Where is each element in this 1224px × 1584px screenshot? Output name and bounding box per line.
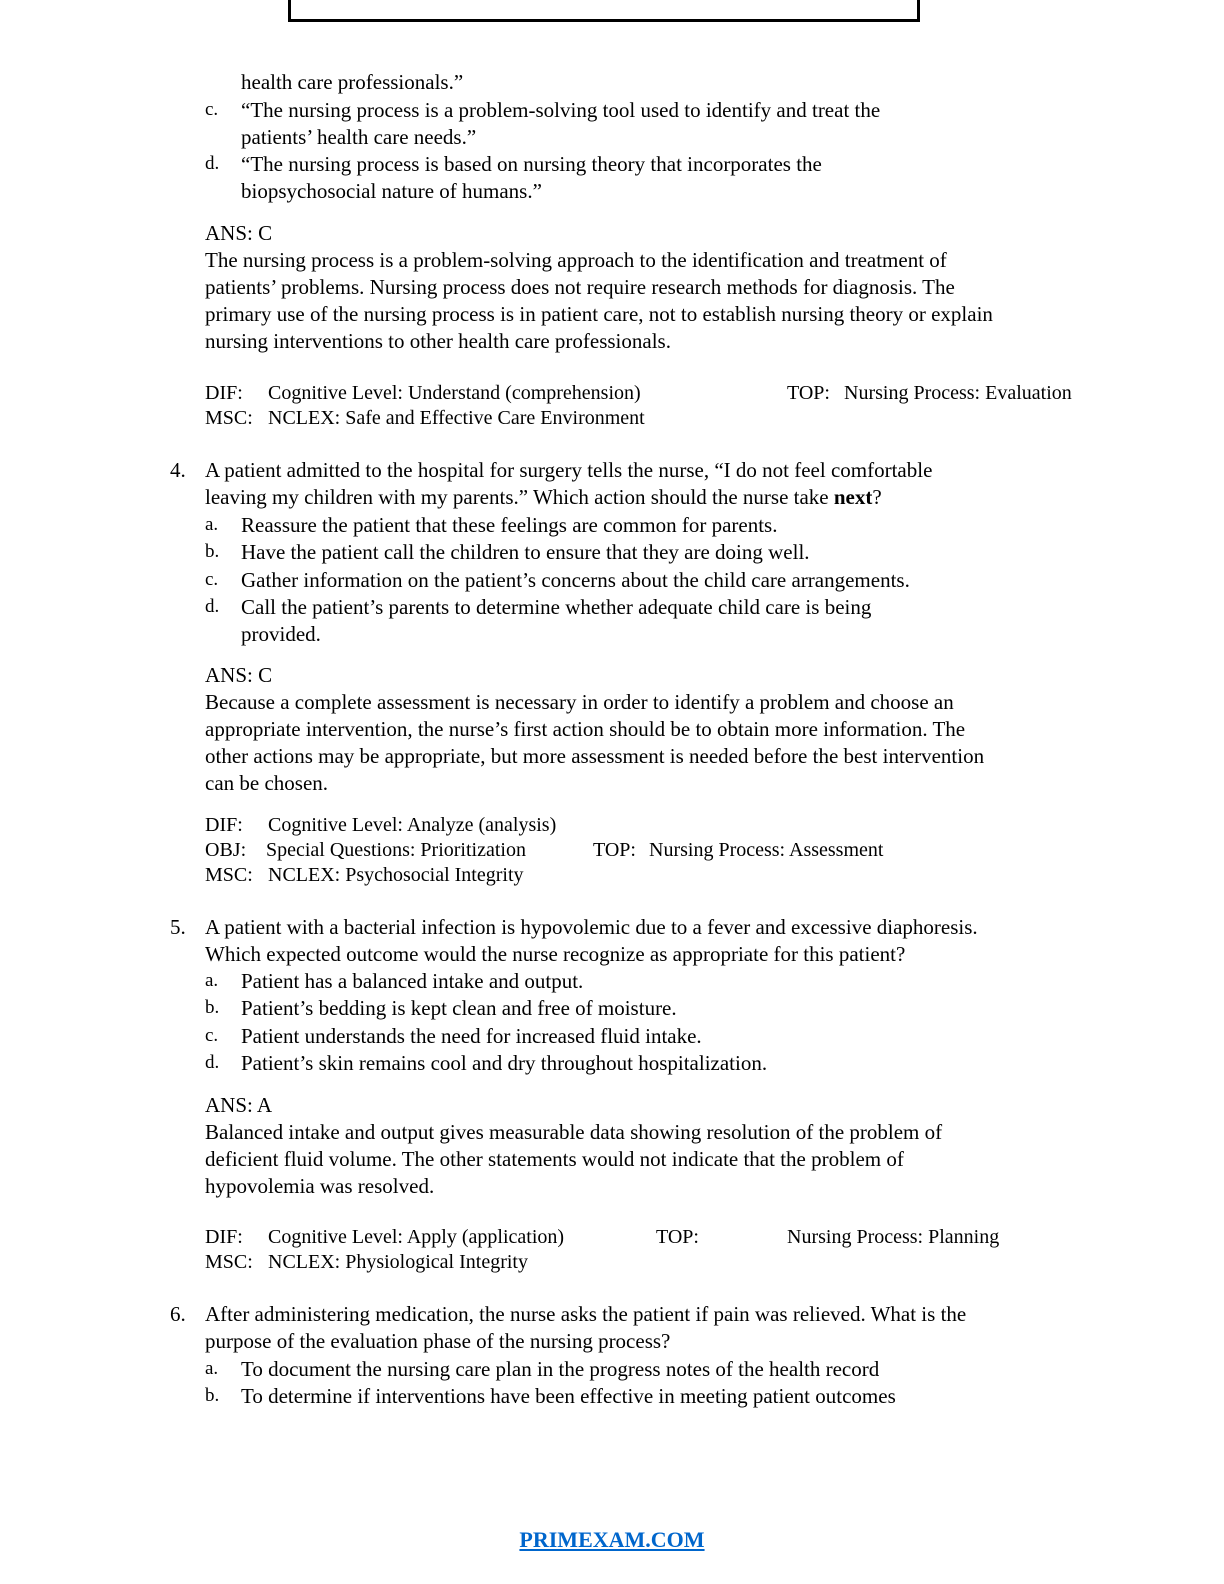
option-a-text: Patient has a balanced intake and output. <box>241 969 584 993</box>
option-a-label: a. <box>205 970 219 991</box>
question-stem-cont <box>205 484 882 510</box>
question-number: 6. <box>170 1302 186 1326</box>
question-stem-cont: purpose of the evaluation phase of the nursing process? <box>205 1329 671 1353</box>
msc-label: MSC: <box>205 407 253 429</box>
question-number: 5. <box>170 915 186 939</box>
top-label: TOP: <box>593 839 636 861</box>
option-b-text: Have the patient call the children to ensure that they are doing well. <box>241 540 810 564</box>
option-b-label: b. <box>205 541 220 562</box>
answer-key: ANS: C <box>205 221 273 245</box>
obj-value: Special Questions: Prioritization <box>266 839 526 861</box>
rationale-line: The nursing process is a problem-solving approach to the identification and treatment of <box>205 248 947 272</box>
rationale-line: nursing interventions to other health care professionals. <box>205 329 671 353</box>
option-d-text: Patient’s skin remains cool and dry throughout hospitalization. <box>241 1051 768 1075</box>
option-c-label: c. <box>205 569 219 590</box>
option-d-text: “The nursing process is based on nursing theory that incorporates the <box>241 152 822 176</box>
option-c-text: Gather information on the patient’s concerns about the child care arrangements. <box>241 568 910 592</box>
option-b-text: To determine if interventions have been effective in meeting patient outcomes <box>241 1384 896 1408</box>
option-d-label: d. <box>205 596 220 617</box>
option-d-text-cont: biopsychosocial nature of humans.” <box>241 179 542 203</box>
msc-value: NCLEX: Safe and Effective Care Environment <box>268 407 645 429</box>
obj-label: OBJ: <box>205 839 247 861</box>
answer-key: ANS: A <box>205 1093 273 1117</box>
dif-label: DIF: <box>205 1226 243 1248</box>
stem-text: leaving my children with my parents.” Which action should the nurse take <box>205 485 834 509</box>
stem-text-end: ? <box>872 485 882 509</box>
rationale-line: other actions may be appropriate, but more assessment is needed before the best intervention <box>205 744 985 768</box>
option-d-text-cont: provided. <box>241 622 321 646</box>
top-label: TOP: <box>787 382 830 404</box>
rationale-line: hypovolemia was resolved. <box>205 1174 435 1198</box>
option-a-text: Reassure the patient that these feelings are common for parents. <box>241 513 778 537</box>
option-d-label: d. <box>205 153 220 174</box>
option-a-text: To document the nursing care plan in the progress notes of the health record <box>241 1357 880 1381</box>
rationale-line: deficient fluid volume. The other statements would not indicate that the problem of <box>205 1147 904 1171</box>
option-b-label: b. <box>205 997 220 1018</box>
rationale-line: primary use of the nursing process is in patient care, not to establish nursing theory or explain <box>205 302 993 326</box>
option-a-label: a. <box>205 1358 219 1379</box>
rationale-line: Balanced intake and output gives measurable data showing resolution of the problem of <box>205 1120 943 1144</box>
option-a-label: a. <box>205 514 219 535</box>
option-b-text: Patient’s bedding is kept clean and free of moisture. <box>241 996 677 1020</box>
header-box <box>288 0 920 22</box>
option-c-text: “The nursing process is a problem-solving tool used to identify and treat the <box>241 98 881 122</box>
option-b-continuation: health care professionals.” <box>241 70 464 94</box>
question-stem: After administering medication, the nurse asks the patient if pain was relieved. What is the <box>205 1302 967 1326</box>
dif-label: DIF: <box>205 382 243 404</box>
rationale-line: can be chosen. <box>205 771 329 795</box>
question-stem-cont: Which expected outcome would the nurse recognize as appropriate for this patient? <box>205 942 906 966</box>
rationale-line: Because a complete assessment is necessary in order to identify a problem and choose an <box>205 690 954 714</box>
stem-emphasis: next <box>833 485 873 509</box>
rationale-line: appropriate intervention, the nurse’s first action should be to obtain more information. The <box>205 717 966 741</box>
question-stem: A patient with a bacterial infection is hypovolemic due to a fever and excessive diaphoresis. <box>205 915 978 939</box>
question-number: 4. <box>170 458 186 482</box>
option-d-text: Call the patient’s parents to determine whether adequate child care is being <box>241 595 872 619</box>
footer-link[interactable]: PRIMEXAM.COM <box>519 1527 705 1552</box>
option-c-label: c. <box>205 1025 219 1046</box>
msc-value: NCLEX: Physiological Integrity <box>268 1251 528 1273</box>
msc-value: NCLEX: Psychosocial Integrity <box>268 864 524 886</box>
dif-label: DIF: <box>205 814 243 836</box>
option-c-text: Patient understands the need for increased fluid intake. <box>241 1024 702 1048</box>
dif-value: Cognitive Level: Apply (application) <box>268 1226 565 1248</box>
option-c-text-cont: patients’ health care needs.” <box>241 125 477 149</box>
option-c-label: c. <box>205 99 219 120</box>
top-label: TOP: <box>656 1226 699 1248</box>
top-value: Nursing Process: Planning <box>787 1226 1000 1248</box>
msc-label: MSC: <box>205 864 253 886</box>
option-d-label: d. <box>205 1052 220 1073</box>
dif-value: Cognitive Level: Understand (comprehension) <box>268 382 641 404</box>
dif-value: Cognitive Level: Analyze (analysis) <box>268 814 557 836</box>
top-value: Nursing Process: Evaluation <box>844 382 1072 404</box>
answer-key: ANS: C <box>205 663 273 687</box>
question-stem: A patient admitted to the hospital for surgery tells the nurse, “I do not feel comfortable <box>205 458 933 482</box>
top-value: Nursing Process: Assessment <box>649 839 884 861</box>
option-b-label: b. <box>205 1385 220 1406</box>
msc-label: MSC: <box>205 1251 253 1273</box>
rationale-line: patients’ problems. Nursing process does not require research methods for diagnosis. The <box>205 275 955 299</box>
